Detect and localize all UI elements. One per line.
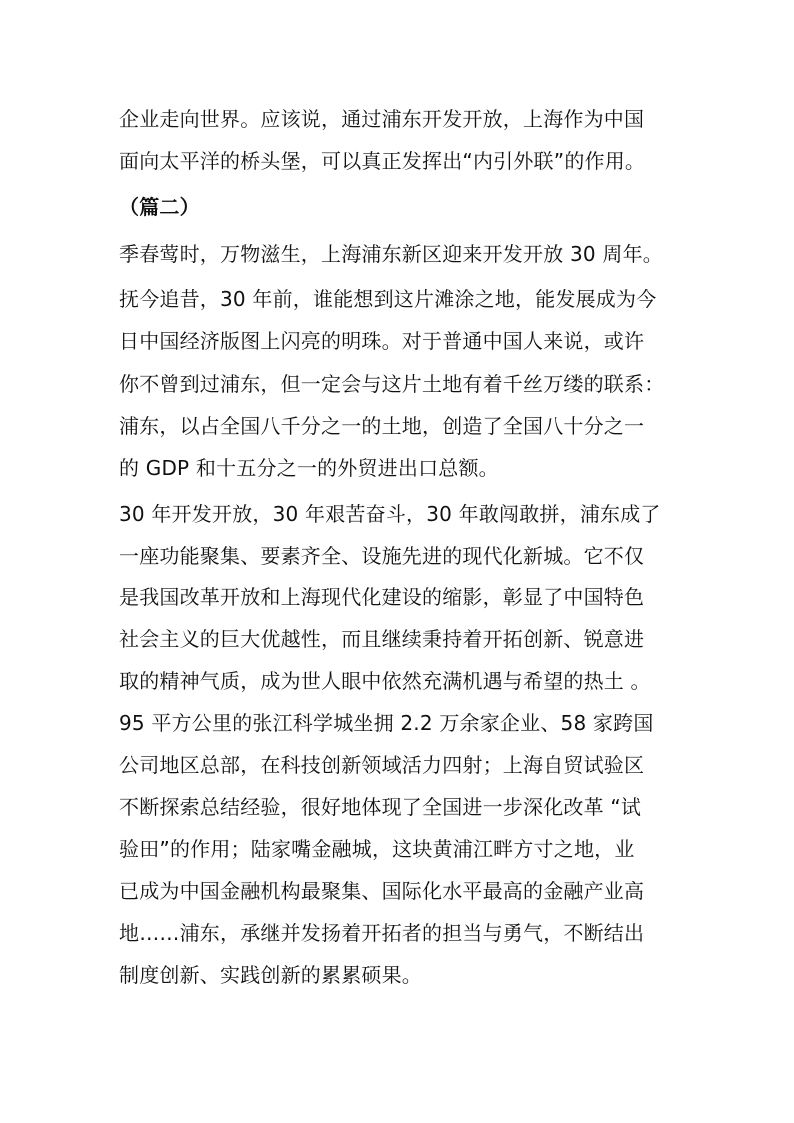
- text-line: 制度创新、实践创新的累累硕果。: [119, 963, 422, 987]
- text-line: 是我国改革开放和上海现代化建设的缩影，彰显了中国特色: [119, 585, 645, 609]
- text-line: 企业走向世界。应该说，通过浦东开发开放，上海作为中国: [119, 107, 645, 131]
- text-line: 浦东，以占全国八千分之一的土地，创造了全国八十分之一: [119, 414, 645, 438]
- text-line: 的 GDP 和十五分之一的外贸进出口总额。: [119, 456, 499, 480]
- text-line: 抚今追昔，30 年前，谁能想到这片滩涂之地，能发展成为今: [119, 287, 657, 311]
- text-line: 验田”的作用；陆家嘴金融城，这块黄浦江畔方寸之地，业: [119, 837, 635, 861]
- text-line: 地……浦东，承继并发扬着开拓者的担当与勇气，不断结出: [119, 921, 645, 945]
- text-line: 公司地区总部，在科技创新领域活力四射；上海自贸试验区: [119, 753, 645, 777]
- text-line: 你不曾到过浦东，但一定会与这片土地有着千丝万缕的联系：: [119, 372, 665, 396]
- text-line: 不断探索总结经验，很好地体现了全国进一步深化改革 “试: [119, 795, 642, 819]
- text-line: 面向太平洋的桥头堡，可以真正发挥出“内引外联”的作用。: [119, 149, 646, 173]
- text-line: 社会主义的巨大优越性，而且继续秉持着开拓创新、锐意进: [119, 627, 645, 651]
- text-line: 季春莺时，万物滋生，上海浦东新区迎来开发开放 30 周年。: [119, 242, 663, 266]
- text-line: 一座功能聚集、要素齐全、设施先进的现代化新城。它不仅: [119, 544, 645, 568]
- text-line: 日中国经济版图上闪亮的明珠。对于普通中国人来说，或许: [119, 329, 645, 353]
- section-heading: （篇二）: [119, 195, 200, 219]
- text-line: 30 年开发开放，30 年艰苦奋斗，30 年敢闯敢拼，浦东成了: [119, 502, 661, 526]
- text-line: 已成为中国金融机构最聚集、国际化水平最高的金融产业高: [119, 879, 645, 903]
- text-line: 95 平方公里的张江科学城坐拥 2.2 万余家企业、58 家跨国: [119, 711, 654, 735]
- text-line: 取的精神气质，成为世人眼中依然充满机遇与希望的热土 。: [119, 669, 651, 693]
